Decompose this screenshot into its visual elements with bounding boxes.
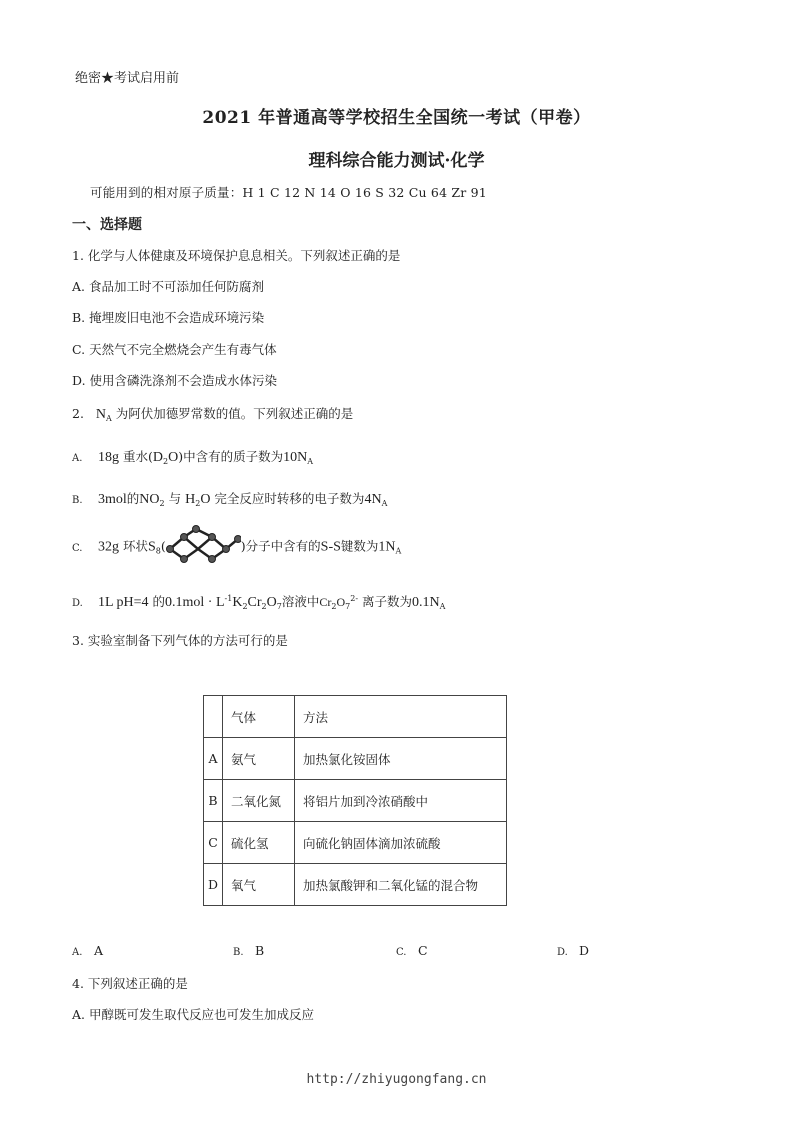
q3-options-table — [203, 695, 507, 906]
q2-d-ph: 1L pH=4 — [97, 595, 149, 610]
q2-d-conc-sup: -1 — [224, 594, 233, 603]
question-2-stem — [72, 404, 353, 423]
answer-label: C. — [396, 947, 407, 958]
q3-answer-c — [396, 943, 428, 958]
answer-value: B — [255, 943, 265, 958]
answer-label: A. — [72, 947, 83, 958]
q2-stem-text: 为阿伏加德罗常数的值。下列叙述正确的是 — [115, 406, 354, 421]
q2-d-ion-charge: 2- — [350, 594, 359, 603]
q2-d-conc: 0.1mol · L — [165, 595, 225, 610]
table-row — [204, 780, 507, 822]
table-header-cell: 气体 — [223, 696, 295, 738]
top-secret-label: 绝密★考试启用前 — [75, 71, 180, 86]
q2-d-k: K — [232, 595, 243, 610]
table-cell: 氨气 — [223, 738, 295, 780]
q2-c-s: S — [147, 539, 156, 555]
q2-b-no2-sub: 2 — [159, 499, 165, 508]
footer-url: http://zhiyugongfang.cn — [306, 1072, 487, 1087]
q2-b-text2: 与 — [168, 491, 182, 506]
atomic-masses: 可能用到的相对原子质量：H 1 C 12 N 14 O 16 S 32 Cu 64 Zr 91 — [90, 185, 487, 200]
q2-option-c — [72, 525, 401, 569]
q2-d-ion-cr-sub: 2 — [331, 602, 337, 611]
answer-value: A — [94, 943, 104, 958]
q2-d-text3: 离子数为 — [362, 594, 413, 609]
table-cell: 氧气 — [223, 864, 295, 906]
q2-d-cr: Cr — [247, 595, 262, 610]
q2-b-o: O — [200, 492, 211, 507]
q1-option-b: B. 掩埋废旧电池不会造成环境污染 — [72, 310, 265, 325]
q2-c-value: 1N — [378, 539, 396, 555]
q3-answer-a — [72, 943, 103, 958]
q2-d-label: D. — [72, 598, 83, 609]
q2-b-amount: 3mol — [97, 492, 127, 507]
q2-b-value-sub: A — [381, 499, 388, 508]
q2-a-o: O — [168, 450, 179, 465]
answer-label: B. — [233, 947, 244, 958]
q2-a-value: 10N — [283, 450, 308, 465]
table-cell: 向硫化钠固体滴加浓硫酸 — [295, 822, 507, 864]
answer-value: D — [579, 943, 590, 958]
q2-a-label: A. — [72, 453, 83, 464]
q2-c-text1: 环状 — [122, 538, 148, 554]
q2-d-ion-cr: Cr — [319, 595, 332, 609]
table-row — [204, 822, 507, 864]
exam-title: 2021 年普通高等学校招生全国统一考试（甲卷） — [202, 108, 591, 128]
q2-option-d — [72, 592, 445, 611]
q2-d-text2: 溶液中 — [281, 594, 320, 609]
question-4-stem: 4. 下列叙述正确的是 — [72, 976, 188, 991]
answer-value: C — [418, 943, 428, 958]
q2-d-ion-o: O — [336, 595, 346, 609]
q1-option-d: D. 使用含磷洗涤剂不会造成水体污染 — [72, 373, 278, 388]
q2-b-label: B. — [72, 495, 83, 506]
q2-d-o: O — [266, 595, 277, 610]
q2-a-d-sub: 2 — [162, 457, 169, 466]
q2-c-text3: 键数为 — [340, 538, 379, 554]
q2-d-o-sub: 7 — [276, 602, 282, 611]
q2-d-ion-o-sub: 7 — [345, 602, 351, 611]
q2-c-text2: )分子中含有的 — [240, 538, 321, 554]
section-title: 一、选择题 — [72, 217, 142, 233]
q2-na: N — [95, 407, 106, 422]
q2-a-d: D — [152, 450, 163, 465]
question-1-stem: 1. 化学与人体健康及环境保护息息相关。下列叙述正确的是 — [72, 248, 401, 263]
q3-answer-b — [233, 943, 264, 958]
q2-d-k-sub: 2 — [242, 602, 248, 611]
q2-b-h-sub: 2 — [195, 499, 201, 508]
q2-option-b — [72, 489, 387, 508]
q2-c-value-sub: A — [395, 546, 402, 556]
exam-subtitle: 理科综合能力测试·化学 — [308, 151, 485, 171]
question-3-stem: 3. 实验室制备下列气体的方法可行的是 — [72, 633, 288, 648]
table-cell: 将铝片加到冷浓硝酸中 — [295, 780, 507, 822]
q2-na-sub: A — [105, 414, 112, 423]
q2-d-value: 0.1N — [412, 595, 440, 610]
table-header-row — [204, 696, 507, 738]
table-header-cell: 方法 — [295, 696, 507, 738]
q2-c-paren: ( — [160, 538, 166, 554]
table-cell: B — [204, 780, 223, 822]
table-row — [204, 738, 507, 780]
q2-number: 2. — [72, 406, 84, 421]
table-header-cell — [204, 696, 223, 738]
q2-b-h: H — [185, 492, 196, 507]
q2-a-mass: 18g — [97, 450, 119, 465]
q2-c-mass: 32g — [97, 539, 119, 555]
table-cell: 加热氯酸钾和二氧化锰的混合物 — [295, 864, 507, 906]
table-cell: 加热氯化铵固体 — [295, 738, 507, 780]
q2-b-text1: 的 — [126, 491, 140, 506]
q2-d-cr-sub: 2 — [261, 602, 267, 611]
q2-b-no2: NO — [139, 492, 160, 507]
q2-c-s-sub: 8 — [155, 546, 161, 556]
table-cell: 二氧化氮 — [223, 780, 295, 822]
q1-option-c: C. 天然气不完全燃烧会产生有毒气体 — [72, 342, 277, 357]
table-cell: C — [204, 822, 223, 864]
q3-answer-d — [557, 943, 589, 958]
q2-b-text3: 完全反应时转移的电子数为 — [214, 491, 365, 506]
q2-a-value-sub: A — [307, 457, 313, 466]
q1-option-a: A. 食品加工时不可添加任何防腐剂 — [72, 279, 264, 294]
q2-c-ss: S-S — [320, 539, 341, 555]
q2-c-label: C. — [72, 542, 83, 554]
q2-b-value: 4N — [364, 492, 382, 507]
q2-option-a — [72, 447, 313, 466]
table-cell: D — [204, 864, 223, 906]
q2-a-text1: 重水( — [122, 449, 153, 464]
answer-label: D. — [557, 947, 568, 958]
q4-option-a: A. 甲醇既可发生取代反应也可发生加成反应 — [72, 1007, 314, 1022]
q2-d-value-sub: A — [439, 602, 446, 611]
table-cell: A — [204, 738, 223, 780]
q2-d-text1: 的 — [152, 594, 166, 609]
q2-a-text2: )中含有的质子数为 — [178, 449, 284, 464]
table-cell: 硫化氢 — [223, 822, 295, 864]
table-row — [204, 864, 507, 906]
s8-ring-structure — [166, 525, 241, 569]
